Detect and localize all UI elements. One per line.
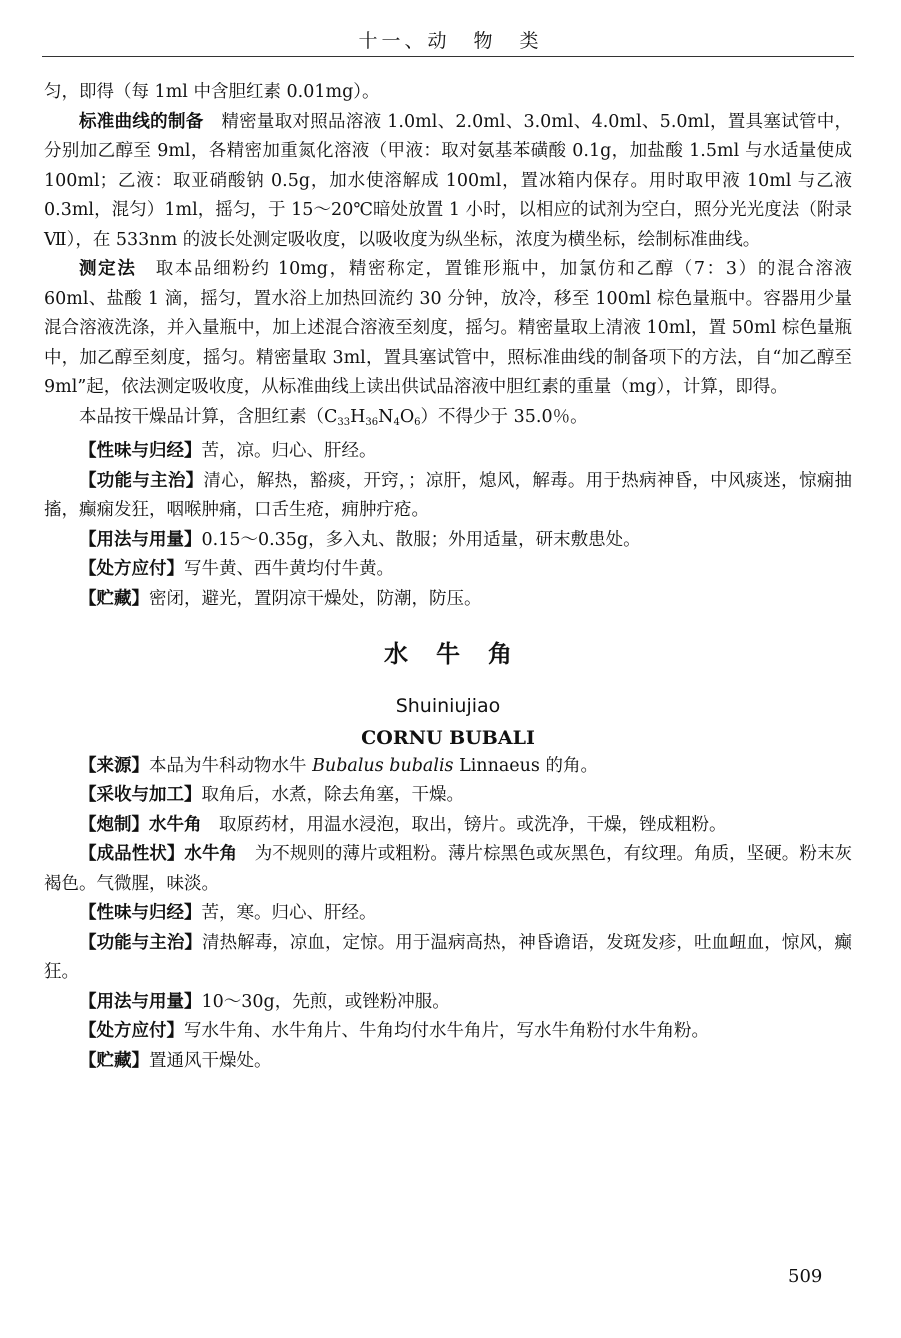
label-nature-meridian: 【性味与归经】 [79,441,202,461]
paragraph-usage-dosage [44,526,852,556]
paragraph-assay [44,255,852,403]
paragraph-function-indication [44,467,852,526]
label-storage-2: 【贮藏】 [79,1050,149,1071]
formula-sub-o: 6 [414,416,421,428]
entry-latin-name: CORNU BUBALI [361,726,535,749]
label-function-indication: 【功能与主治】 [79,470,204,491]
header-rule [42,56,854,57]
paragraph-nature-meridian-2 [44,899,852,929]
label-characteristics: 【成品性状】水牛角 [79,844,238,864]
label-nature-meridian-2: 【性味与归经】 [79,903,202,923]
paragraph-standard-curve [44,108,852,256]
label-source: 【来源】 [79,755,149,776]
label-function-indication-2: 【功能与主治】 [79,932,202,953]
paragraph-prescription-2 [44,1017,852,1047]
content-limit-pre: 本品按干燥品计算，含胆红素（C [79,406,338,427]
label-collection: 【采收与加工】 [79,785,202,805]
text-collection: 取角后，水煮，除去角塞，干燥。 [201,785,464,805]
content-limit-post: ）不得少于 35.0％。 [420,406,588,427]
label-usage-dosage-2: 【用法与用量】 [79,991,202,1012]
page-number: 509 [788,1266,823,1287]
paragraph-content-limit [44,403,852,438]
formula-sub-c: 33 [337,416,351,428]
text-source-pre: 本品为牛科动物水牛 [149,755,313,776]
standard-curve-text: 精密量取对照品溶液 1.0ml、2.0ml、3.0ml、4.0ml、5.0ml，置具塞试管中，分别加乙醇至 9ml，各精密加重氮化溶液（甲液：取对氨基苯磺酸 0.1g，加盐酸 1.5ml 与水适量使成 100ml；乙液：取亚硝酸钠 0.5g，加水使溶解成 100ml，置冰箱内保存。用时取甲液 10ml 与乙液 0.3ml，混匀）1ml，摇匀，于 15～20℃暗处放置 1 小时，以相应的试剂为空白，照分光光度法（附录Ⅶ），在 533nm 的波长处测定吸收度，以吸收度为纵坐标，浓度为横坐标，绘制标准曲线。 [44,111,853,250]
text-prescription-2: 写水牛角、水牛角片、牛角均付水牛角片，写水牛角粉付水牛角粉。 [184,1021,709,1041]
text-nature-meridian-2: 苦，寒。归心、肝经。 [201,903,377,923]
running-header: 十一、动 物 类 [358,30,543,52]
formula-o: O [399,406,415,427]
text-processing: 取原药材，用温水浸泡，取出，镑片。或洗净，干燥，锉成粗粉。 [201,814,727,835]
text-storage: 密闭，避光，置阴凉干燥处，防潮，防压。 [149,588,482,609]
formula-sub-n: 4 [393,416,400,428]
paragraph-processing [44,811,852,841]
label-storage: 【贮藏】 [79,588,149,609]
paragraph-characteristics [44,840,852,899]
paragraph-nature-meridian [44,437,852,467]
text-nature-meridian: 苦，凉。归心、肝经。 [201,441,377,461]
species-name: Bubalus bubalis [312,755,454,776]
paragraph-function-indication-2 [44,929,852,988]
document-body [44,78,852,1076]
paragraph-usage-dosage-2 [44,988,852,1018]
paragraph-storage-2 [44,1047,852,1077]
text-prescription: 写牛黄、西牛黄均付牛黄。 [184,559,394,579]
label-usage-dosage: 【用法与用量】 [79,529,202,550]
paragraph-source [44,752,852,782]
label-processing: 【炮制】水牛角 [79,814,202,835]
entry-title: 水牛角 [384,640,540,668]
formula-h: H [350,406,366,427]
formula-n: N [378,406,394,427]
text-usage-dosage-2: 10～30g，先煎，或锉粉冲服。 [201,991,450,1012]
section-label-standard-curve: 标准曲线的制备 [79,111,204,132]
paragraph-collection [44,781,852,811]
section-label-assay: 测定法 [79,259,137,279]
text-function-indication: 清心，解热，豁痰，开窍，；凉肝，熄风，解毒。用于热病神昏，中风痰迷，惊痫抽搐，癫痫发狂，咽喉肿痛，口舌生疮，痈肿疔疮。 [44,470,853,520]
text-characteristics: 为不规则的薄片或粗粉。薄片棕黑色或灰黑色，有纹理。角质，坚硬。粉末灰褐色。气微腥，味淡。 [44,844,853,894]
paragraph-storage [44,585,852,615]
label-prescription-2: 【处方应付】 [79,1021,184,1041]
formula-sub-h: 36 [365,416,379,428]
label-prescription: 【处方应付】 [79,559,184,579]
assay-text: 取本品细粉约 10mg，精密称定，置锥形瓶中，加氯仿和乙醇（7：3）的混合溶液 60ml、盐酸 1 滴，摇匀，置水浴上加热回流约 30 分钟，放冷，移至 100ml 棕色量瓶中。容器用少量混合溶液洗涤，并入量瓶中，加上述混合溶液至刻度，摇匀。精密量取上清液 10ml，置 50ml 棕色量瓶中，加乙醇至刻度，摇匀。精密量取 3ml，置具塞试管中，照标准曲线的制备项下的方法，自“加乙醇至 9ml”起，依法测定吸收度，从标准曲线上读出供试品溶液中胆红素的重量（mg），计算，即得。 [44,259,852,397]
text-storage-2: 置通风干燥处。 [149,1050,272,1071]
entry-pinyin: Shuiniujiao [395,694,501,717]
paragraph-prescription [44,555,852,585]
text-function-indication-2: 清热解毒，凉血，定惊。用于温病高热，神昏谵语，发斑发疹，吐血衄血，惊风，癫狂。 [44,932,853,982]
text-usage-dosage: 0.15～0.35g，多入丸、散服；外用适量，研末敷患处。 [201,529,641,550]
paragraph-continuation: 匀，即得（每 1ml 中含胆红素 0.01mg）。 [44,82,380,102]
text-source-post: Linnaeus 的角。 [453,755,598,776]
